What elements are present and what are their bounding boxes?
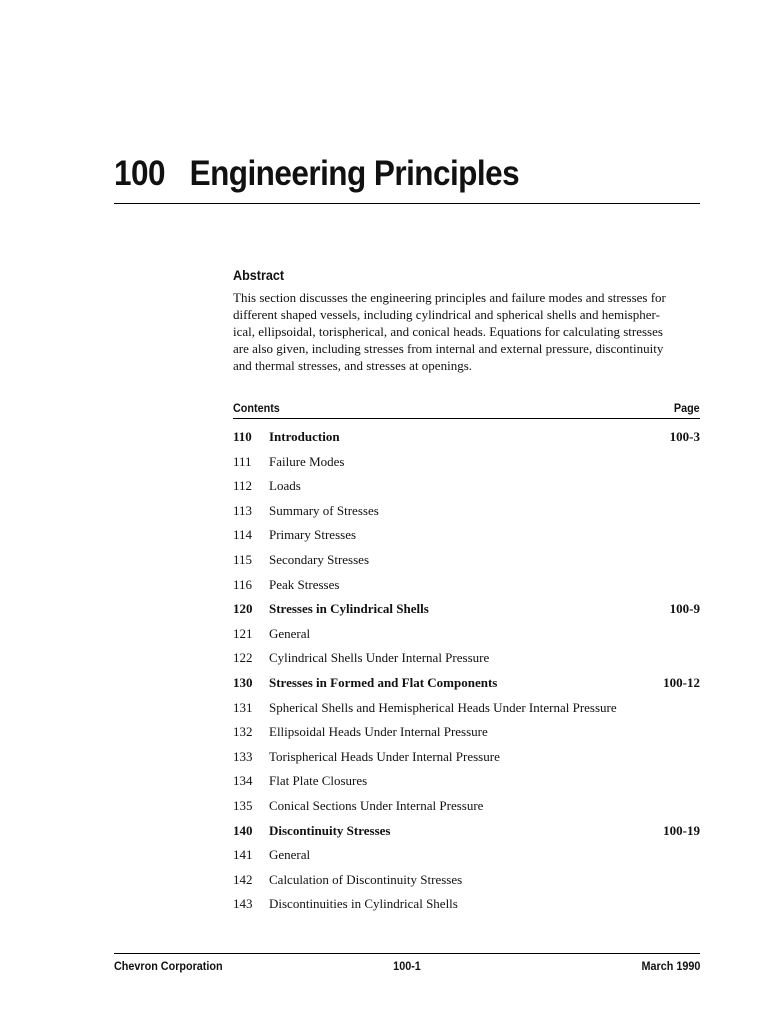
chapter-heading-text: Engineering Principles <box>189 154 520 193</box>
toc-row[interactable] <box>233 895 700 920</box>
toc-title: Ellipsoidal Heads Under Internal Pressure <box>269 724 488 740</box>
toc-row[interactable] <box>233 822 700 847</box>
toc-row[interactable] <box>233 674 700 699</box>
toc-page: 100-9 <box>669 601 700 617</box>
abstract-line: are also given, including stresses from internal and external pressure, discontinuity <box>233 341 664 356</box>
toc-number: 130 <box>233 674 253 690</box>
toc-number: 115 <box>233 551 253 567</box>
toc-row[interactable] <box>233 502 700 527</box>
toc-number: 133 <box>233 748 253 764</box>
footer-company: Chevron Corporation <box>114 959 223 973</box>
title-rule <box>114 203 700 204</box>
toc-title: Failure Modes <box>269 453 345 469</box>
toc-number: 131 <box>233 699 253 715</box>
toc-number: 112 <box>233 478 253 494</box>
toc-row[interactable] <box>233 797 700 822</box>
contents-rule <box>233 418 700 419</box>
toc-title: Stresses in Formed and Flat Components <box>269 674 498 690</box>
toc-page: 100-3 <box>669 429 700 444</box>
toc-row[interactable] <box>233 625 700 650</box>
toc-row[interactable] <box>233 871 700 896</box>
abstract-heading: Abstract <box>233 267 285 283</box>
abstract-body <box>233 289 700 374</box>
toc-number: 120 <box>233 601 253 617</box>
toc-row[interactable] <box>233 699 700 724</box>
toc-number: 142 <box>233 871 253 887</box>
footer-page-number: 100-1 <box>393 959 421 973</box>
footer-rule <box>114 953 700 954</box>
toc-row[interactable] <box>233 477 700 502</box>
toc-page: 100-19 <box>663 822 700 838</box>
toc-title: Summary of Stresses <box>269 502 379 518</box>
toc-number: 143 <box>233 896 253 912</box>
toc-title: Torispherical Heads Under Internal Pressure <box>269 748 500 764</box>
chapter-number: 100 <box>114 154 165 193</box>
toc-title: Loads <box>269 478 301 494</box>
toc-number: 111 <box>233 453 252 469</box>
toc-number: 134 <box>233 773 253 789</box>
toc-row[interactable] <box>233 551 700 576</box>
toc-title: General <box>269 847 311 863</box>
abstract-line: This section discusses the engineering principles and failure modes and stresses for <box>233 290 666 305</box>
toc-row[interactable] <box>233 723 700 748</box>
toc-page: 100-12 <box>663 674 700 690</box>
toc-row[interactable] <box>233 600 700 625</box>
toc-number: 141 <box>233 847 253 863</box>
contents-header <box>233 399 700 417</box>
toc-title: Discontinuity Stresses <box>269 822 391 838</box>
toc-number: 116 <box>233 576 253 592</box>
toc-title: Secondary Stresses <box>269 551 370 567</box>
toc-title: Calculation of Discontinuity Stresses <box>269 871 463 887</box>
toc-title: General <box>269 625 311 641</box>
toc-row[interactable] <box>233 772 700 797</box>
abstract-line: different shaped vessels, including cylindrical and spherical shells and hemispher- <box>233 307 660 322</box>
chapter-title <box>114 152 519 196</box>
page-footer <box>114 957 700 975</box>
toc-title: Cylindrical Shells Under Internal Pressure <box>269 650 490 666</box>
toc-title: Peak Stresses <box>269 576 340 592</box>
toc-row[interactable] <box>233 576 700 601</box>
page-column-label: Page <box>674 401 700 415</box>
toc-title: Conical Sections Under Internal Pressure <box>269 797 484 813</box>
toc-title: Discontinuities in Cylindrical Shells <box>269 896 458 912</box>
abstract-line: and thermal stresses, and stresses at openings. <box>233 358 473 373</box>
abstract-line: ical, ellipsoidal, torispherical, and conical heads. Equations for calculating stresses <box>233 324 663 339</box>
toc-title: Primary Stresses <box>269 527 357 543</box>
toc-title: Introduction <box>269 429 340 444</box>
toc-title: Spherical Shells and Hemispherical Heads Under Internal Pressure <box>269 699 617 715</box>
toc-title: Stresses in Cylindrical Shells <box>269 601 429 617</box>
contents-label: Contents <box>233 401 280 415</box>
toc-row[interactable] <box>233 428 700 453</box>
toc-row[interactable] <box>233 846 700 871</box>
toc-number: 132 <box>233 724 253 740</box>
toc-title: Flat Plate Closures <box>269 773 368 789</box>
toc-row[interactable] <box>233 526 700 551</box>
table-of-contents <box>233 428 700 920</box>
toc-number: 110 <box>233 429 252 444</box>
toc-number: 135 <box>233 797 253 813</box>
toc-number: 121 <box>233 625 253 641</box>
toc-row[interactable] <box>233 649 700 674</box>
toc-number: 140 <box>233 822 253 838</box>
toc-number: 122 <box>233 650 253 666</box>
toc-number: 114 <box>233 527 253 543</box>
toc-row[interactable] <box>233 453 700 478</box>
toc-row[interactable] <box>233 748 700 773</box>
footer-date: March 1990 <box>641 959 700 973</box>
toc-number: 113 <box>233 502 253 518</box>
